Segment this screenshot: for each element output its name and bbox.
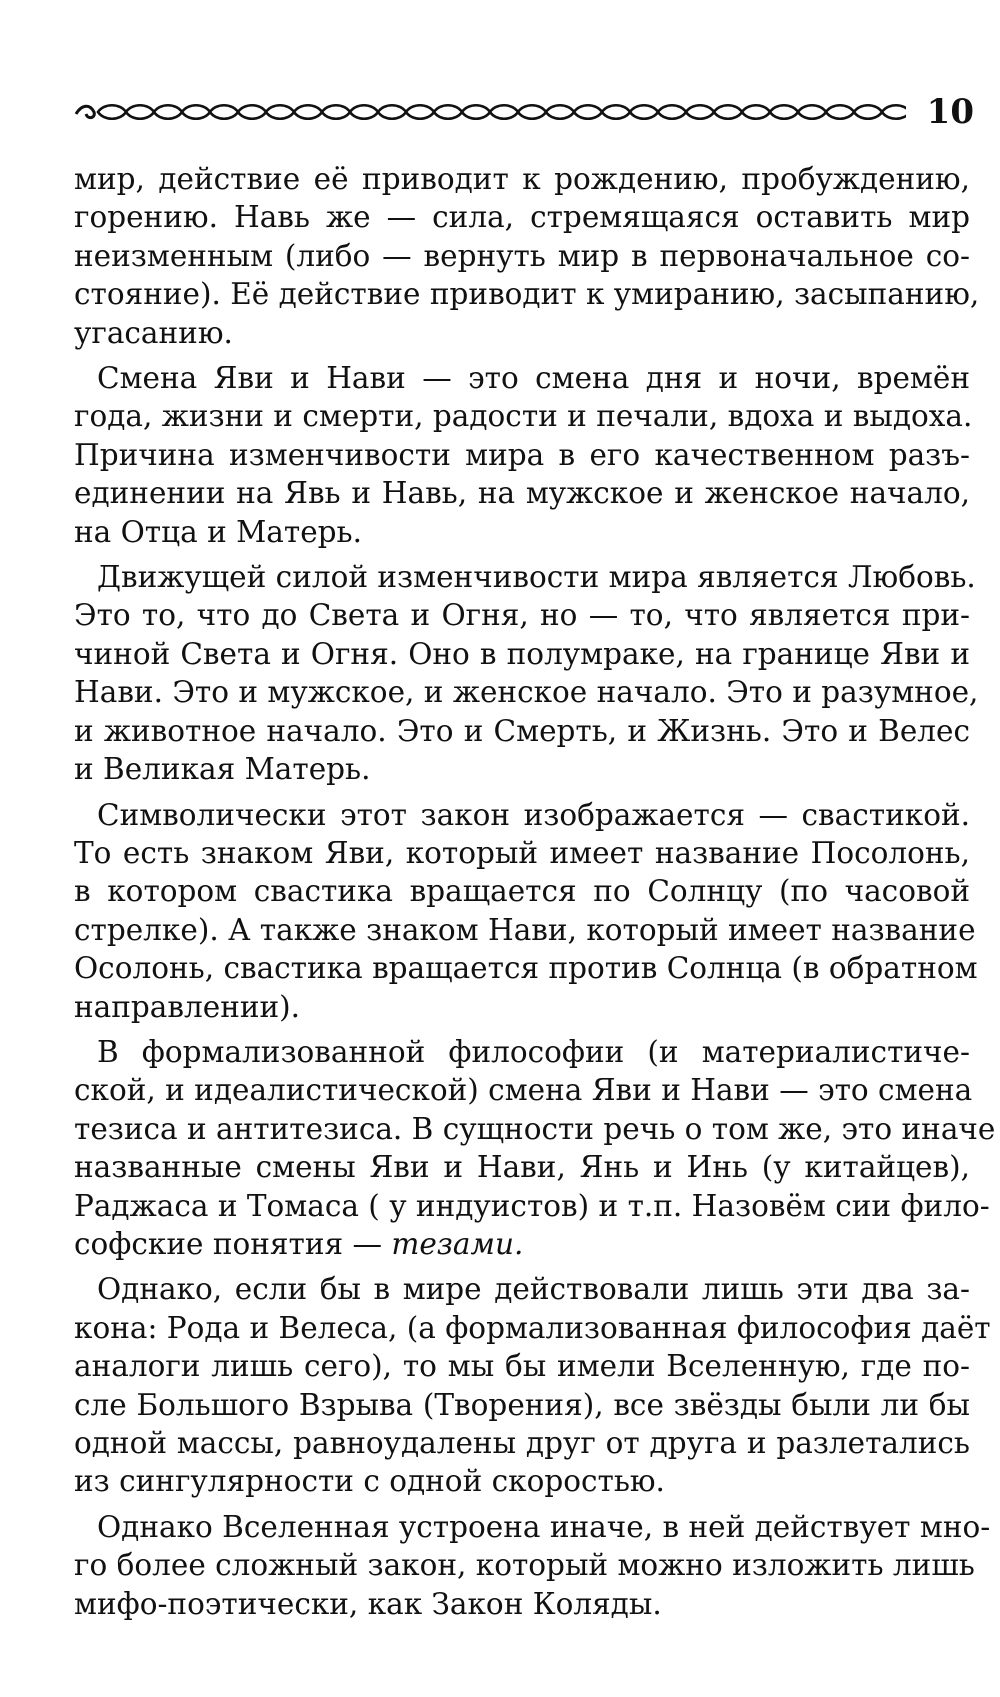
ornament-link [210, 105, 238, 119]
paragraph [74, 1508, 991, 1623]
ornament-link [154, 105, 182, 119]
text-line: Раджаса и Томаса ( у индуистов) и т.п. Назовём сии фило- [74, 1188, 990, 1223]
text-line: В формализованной философии (и материалистиче- [97, 1034, 970, 1069]
ornament-link [882, 105, 906, 119]
ornament-link [826, 105, 854, 119]
paragraph [74, 558, 979, 788]
ornament-link [462, 105, 490, 119]
paragraph [74, 160, 980, 352]
ornament-link [518, 105, 546, 119]
ornament-link [266, 105, 294, 119]
text-line: ской, и идеалистической) смена Яви и Нави — это смена [74, 1073, 973, 1108]
text-line: года, жизни и смерти, радости и печали, вдоха и выдоха. [74, 399, 973, 434]
text-line: направлении). [74, 989, 301, 1024]
text-line: и Великая Матерь. [74, 752, 371, 787]
ornament-link [658, 105, 686, 119]
text-line: сле Большого Взрыва (Творения), все звёзды были ли бы [74, 1387, 970, 1422]
text-line: стояние). Её действие приводит к умиранию, засыпанию, [74, 277, 980, 312]
body-text [74, 160, 996, 1630]
text-line: Смена Яви и Нави — это смена дня и ночи, времён [97, 361, 970, 396]
text-line: неизменным (либо — вернуть мир в первоначальное со- [74, 238, 970, 273]
text-line: То есть знаком Яви, который имеет название Посолонь, [74, 835, 970, 870]
ornament-link [238, 105, 266, 119]
text-line: Нави. Это и мужское, и женское начало. Это и разумное, [74, 675, 979, 710]
text-line: из сингулярности с одной скоростью. [74, 1464, 665, 1499]
ornament-link [546, 105, 574, 119]
ornament-link [770, 105, 798, 119]
ornament-link [98, 105, 126, 119]
ornament-link [350, 105, 378, 119]
text-line: Символически этот закон изображается — свастикой. [97, 797, 970, 832]
text-line: одной массы, равноудалены друг от друга и разлетались [74, 1426, 970, 1460]
ornament-link [630, 105, 658, 119]
ornament-link [322, 105, 350, 119]
text-line: угасанию. [74, 315, 233, 350]
paragraph [74, 1033, 996, 1263]
ornament-link [434, 105, 462, 119]
ornament-link [126, 105, 154, 119]
ornament-link [294, 105, 322, 119]
text-line: в котором свастика вращается по Солнцу (по часовой [74, 874, 970, 909]
text-line: стрелке). А также знаком Нави, который имеет название [74, 912, 976, 947]
text-line: кона: Рода и Велеса, (а формализованная философия даёт [74, 1310, 991, 1345]
ornament-link [602, 105, 630, 119]
ornament-link [574, 105, 602, 119]
text-segment: софские понятия — [74, 1226, 392, 1261]
text-line: аналоги лишь сего), то мы бы имели Вселенную, где по- [74, 1349, 970, 1384]
ornament-link [406, 105, 434, 119]
paragraph [74, 359, 973, 551]
text-line: горению. Навь же — сила, стремящаяся оставить мир [74, 200, 970, 235]
ornament-link [378, 105, 406, 119]
text-line: чиной Света и Огня. Оно в полумраке, на границе Яви и [74, 636, 970, 671]
text-line: названные смены Яви и Нави, Янь и Инь (у китайцев), [74, 1150, 970, 1185]
text-line: Это то, что до Света и Огня, но — то, что является при- [74, 598, 970, 633]
ornament-link [742, 105, 770, 119]
text-line: и животное начало. Это и Смерть, и Жизнь. Это и Велес [74, 713, 970, 748]
page-header [74, 90, 974, 134]
text-line: на Отца и Матерь. [74, 514, 362, 549]
text-line: тезиса и антитезиса. В сущности речь о том же, это иначе [74, 1111, 996, 1146]
paragraph [74, 1270, 991, 1500]
text-line: мифо-поэтически, как Закон Коляды. [74, 1586, 662, 1621]
ornament-link [490, 105, 518, 119]
paragraph [74, 796, 978, 1026]
ornament-link [798, 105, 826, 119]
text-line: Осолонь, свастика вращается против Солнца (в обратном [74, 951, 978, 986]
text-line: Причина изменчивости мира в его качественном разъ- [74, 437, 970, 472]
ornament-link [182, 105, 210, 119]
ornament-link [714, 105, 742, 119]
ornament-link [686, 105, 714, 119]
text-line: Однако, если бы в мире действовали лишь эти два за- [97, 1272, 970, 1307]
text-line: Однако Вселенная устроена иначе, в ней действует мно- [97, 1509, 991, 1544]
ornament-link [854, 105, 882, 119]
page-number: 10 [926, 92, 974, 132]
text-line: Движущей силой изменчивости мира является Любовь. [97, 560, 976, 595]
text-line: единении на Явь и Навь, на мужское и женское начало, [74, 476, 970, 511]
text-line [74, 1225, 970, 1263]
decorative-ornament-border [74, 100, 906, 124]
text-line: го более сложный закон, который можно изложить лишь [74, 1548, 975, 1583]
italic-term: тезами. [391, 1226, 524, 1261]
text-line: мир, действие её приводит к рождению, пробуждению, [74, 162, 970, 196]
